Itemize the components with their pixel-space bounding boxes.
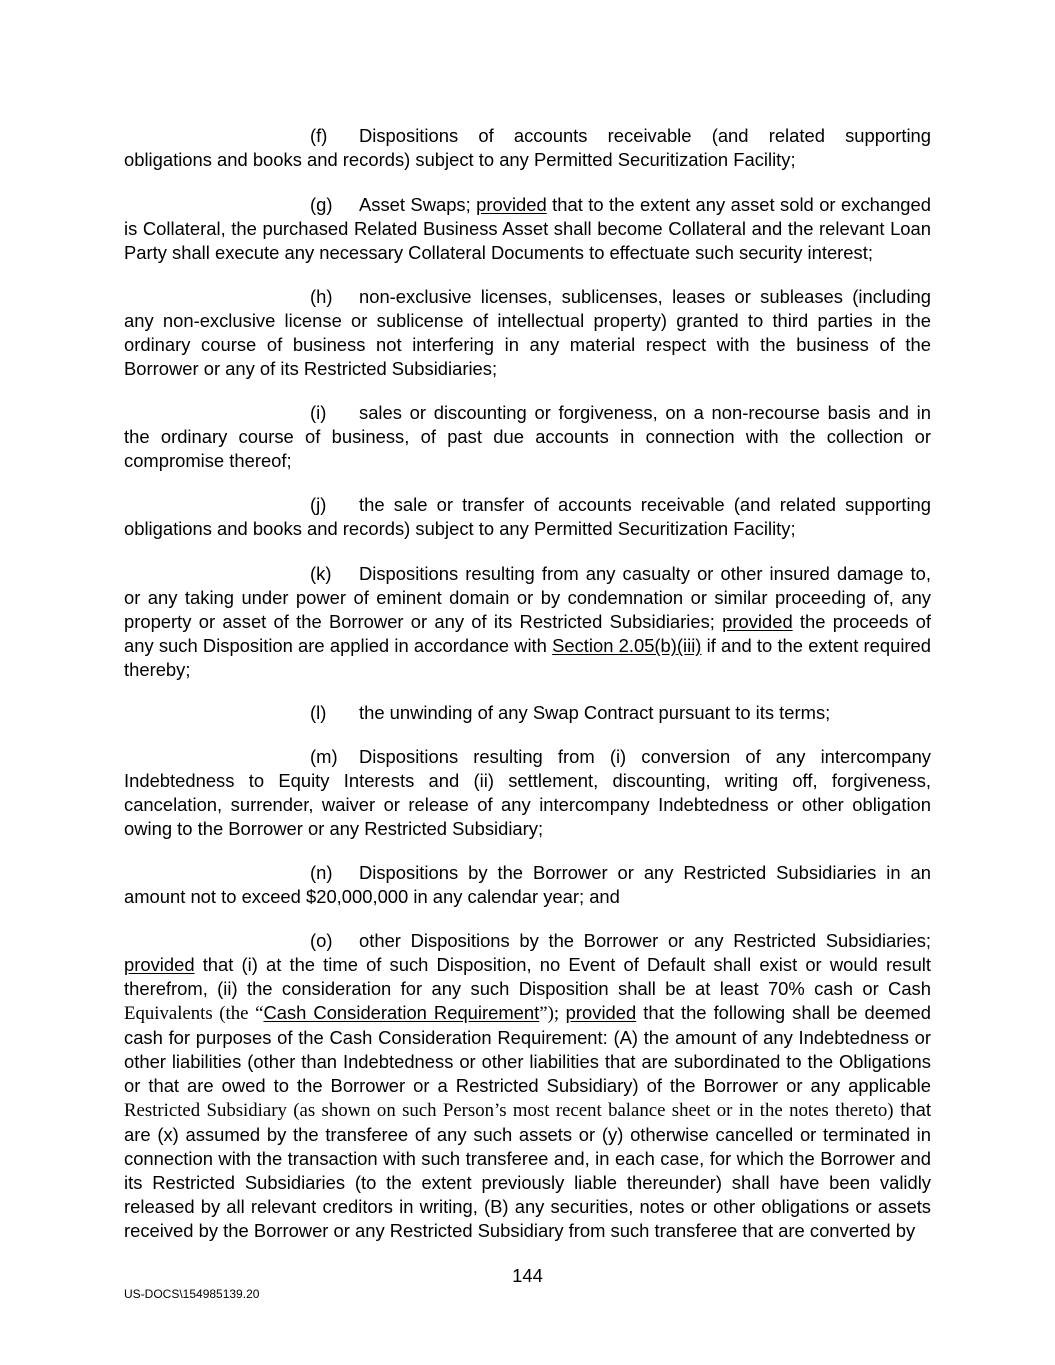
clause-text: that the following shall be deemed cash for purposes of the Cash Consideration Requirement: (A) the amount of any Indebtedness or other liabilities (other than Indebtedness or other liabilities that are subordinated to the Obligations or that are owed to the Borrower or a Restricted Subsidiary) of the Borrower or any applicable <box>124 1002 931 1096</box>
clause-text: sales or discounting or forgiveness, on a non-recourse basis and in the ordinary course of business, of past due accounts in connection with the collection or compromise thereof; <box>124 402 931 471</box>
clause-text: Dispositions of accounts receivable (and related supporting obligations and books and records) subject to any Permitted Securitization Facility; <box>124 125 931 170</box>
clause-g <box>124 193 931 265</box>
defined-term: Cash Consideration Requirement <box>263 1002 540 1023</box>
clause-m <box>124 745 931 841</box>
clause-text: Asset Swaps; <box>359 194 477 215</box>
section-reference: Section 2.05(b)(iii) <box>552 635 702 656</box>
clause-i <box>124 401 931 473</box>
clause-f <box>124 124 931 172</box>
clause-text: Dispositions resulting from (i) conversion of any intercompany Indebtedness to Equity Interests and (ii) settlement, discounting, writing off, forgiveness, cancelation, surrender, waiver or release of any intercompany Indebtedness or other obligation owing to the Borrower or any Restricted Subsidiary; <box>124 746 931 839</box>
clause-text-serif: Restricted Subsidiary (as shown on such Person’s most recent balance sheet or in the notes thereto) <box>124 1100 894 1121</box>
clause-label: (k) <box>310 563 332 584</box>
clause-text: the unwinding of any Swap Contract pursuant to its terms; <box>359 702 831 723</box>
clause-h <box>124 285 931 381</box>
clause-text: the proceeds of any such Disposition are applied in accordance with <box>124 611 931 656</box>
document-id: US-DOCS\154985139.20 <box>124 1287 260 1301</box>
clause-text: if and to the extent required thereby; <box>124 635 931 680</box>
clause-l <box>124 701 931 725</box>
clause-text: Dispositions by the Borrower or any Restricted Subsidiaries in an amount not to exceed $20,000,000 in any calendar year; and <box>124 862 931 907</box>
clause-text: Dispositions resulting from any casualty or other insured damage to, or any taking under power of eminent domain or by condemnation or similar proceeding of, any property or asset of the Borrower or any of its Restricted Subsidiaries; <box>124 563 931 632</box>
clause-label: (l) <box>310 702 327 723</box>
clause-o <box>124 929 931 1243</box>
underlined-term: provided <box>565 1002 637 1023</box>
clause-label: (m) <box>310 746 338 767</box>
underlined-term: provided <box>124 954 195 975</box>
clause-label: (g) <box>310 194 333 215</box>
clause-label: (o) <box>310 930 333 951</box>
clause-k <box>124 562 931 682</box>
clause-label: (f) <box>310 125 328 146</box>
underlined-term: provided <box>722 611 793 632</box>
clause-j <box>124 493 931 541</box>
clause-label: (i) <box>310 402 327 423</box>
clause-text: other Dispositions by the Borrower or any Restricted Subsidiaries; <box>359 930 931 951</box>
underlined-term: provided <box>476 194 547 215</box>
page-number: 144 <box>512 1265 543 1286</box>
clause-text-serif: Equivalents (the “ <box>124 1003 264 1024</box>
clause-text: non-exclusive licenses, sublicenses, leases or subleases (including any non-exclusive license or sublicense of intellectual property) granted to third parties in the ordinary course of business not interfering in any material respect with the business of the Borrower or any of its Restricted Subsidiaries; <box>124 286 931 379</box>
clause-label: (j) <box>310 494 327 515</box>
clause-label: (h) <box>310 286 333 307</box>
clause-n <box>124 861 931 909</box>
clause-text-serif: ”); <box>539 1003 566 1024</box>
clause-label: (n) <box>310 862 333 883</box>
clause-text: that to the extent any asset sold or exchanged is Collateral, the purchased Related Business Asset shall become Collateral and the relevant Loan Party shall execute any necessary Collateral Documents to effectuate such security interest; <box>124 194 931 263</box>
clause-text: the sale or transfer of accounts receivable (and related supporting obligations and books and records) subject to any Permitted Securitization Facility; <box>124 494 931 539</box>
clause-text: that are (x) assumed by the transferee of any such assets or (y) otherwise cancelled or terminated in connection with the transaction with such transferee and, in each case, for which the Borrower and its Restricted Subsidiaries (to the extent previously liable thereunder) shall have been validly released by all relevant creditors in writing, (B) any securities, notes or other obligations or assets received by the Borrower or any Restricted Subsidiary from such transferee that are converted by <box>124 1099 931 1241</box>
clause-text: that (i) at the time of such Disposition, no Event of Default shall exist or would result therefrom, (ii) the consideration for any such Disposition shall be at least 70% cash or Cash <box>124 954 931 999</box>
